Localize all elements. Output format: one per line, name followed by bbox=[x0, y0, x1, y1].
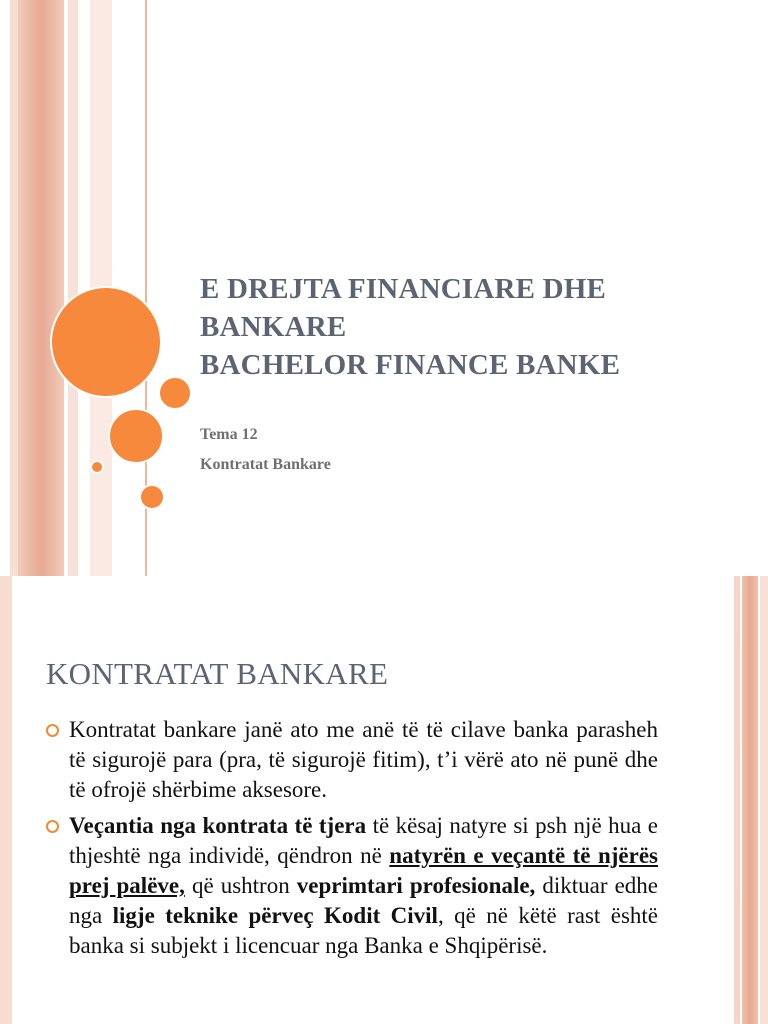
slide-title bbox=[200, 270, 740, 384]
content-slide bbox=[0, 576, 768, 1024]
bullet-item bbox=[46, 811, 658, 961]
body-text: që ushtron bbox=[184, 873, 297, 898]
bold-phrase: veprimtari profesionale, bbox=[296, 873, 536, 898]
bold-phrase: Veçantia nga kontrata të tjera bbox=[69, 813, 367, 838]
decorative-stripe bbox=[10, 0, 18, 576]
decorative-circle-medium bbox=[108, 408, 164, 464]
decorative-stripe bbox=[742, 576, 758, 1024]
bullet-ring-icon bbox=[46, 724, 59, 737]
decorative-stripe bbox=[68, 0, 78, 576]
slide-title-line: BANKARE bbox=[200, 311, 347, 343]
body-text: diktuar edhe nga bbox=[69, 873, 658, 928]
decorative-circle-tiny bbox=[90, 460, 104, 474]
slide-title-line: BACHELOR FINANCE BANKE bbox=[200, 349, 621, 381]
decorative-stripe bbox=[760, 576, 768, 1024]
slide-heading: KONTRATAT BANKARE bbox=[46, 656, 389, 691]
bullet-item bbox=[46, 715, 658, 805]
slide-subtitle-topic: Kontratat Bankare bbox=[200, 456, 331, 473]
body-text: , që në këtë rast është banka si subjekt i licencuar nga Banka e Shqipërisë. bbox=[69, 903, 658, 958]
decorative-stripe bbox=[0, 576, 12, 1024]
bold-underlined-phrase: natyrën e veçantë të njërës prej palëve, bbox=[69, 843, 659, 898]
slide-subtitle: Tema 12 bbox=[200, 426, 258, 443]
bold-phrase: ligje teknike përveç Kodit Civil bbox=[112, 903, 438, 928]
bullet-ring-icon bbox=[46, 820, 59, 833]
decorative-circle-small bbox=[139, 484, 165, 510]
decorative-stripe bbox=[734, 576, 740, 1024]
decorative-circle-large bbox=[50, 286, 162, 398]
decorative-stripe bbox=[18, 0, 64, 576]
decorative-circle-small bbox=[158, 376, 192, 410]
bullet-text: Kontratat bankare janë ato me anë të të cilave banka parasheh të sigurojë para (pra, të sigurojë fitim), t’i vërë ato në punë dhe të ofrojë shërbime aksesore. bbox=[69, 717, 658, 802]
bullet-list bbox=[46, 715, 658, 967]
slide-title-line: E DREJTA FINANCIARE DHE bbox=[200, 273, 607, 305]
body-text: të kësaj natyre si psh një hua e thjeshtë nga individë, qëndron në bbox=[69, 813, 658, 868]
